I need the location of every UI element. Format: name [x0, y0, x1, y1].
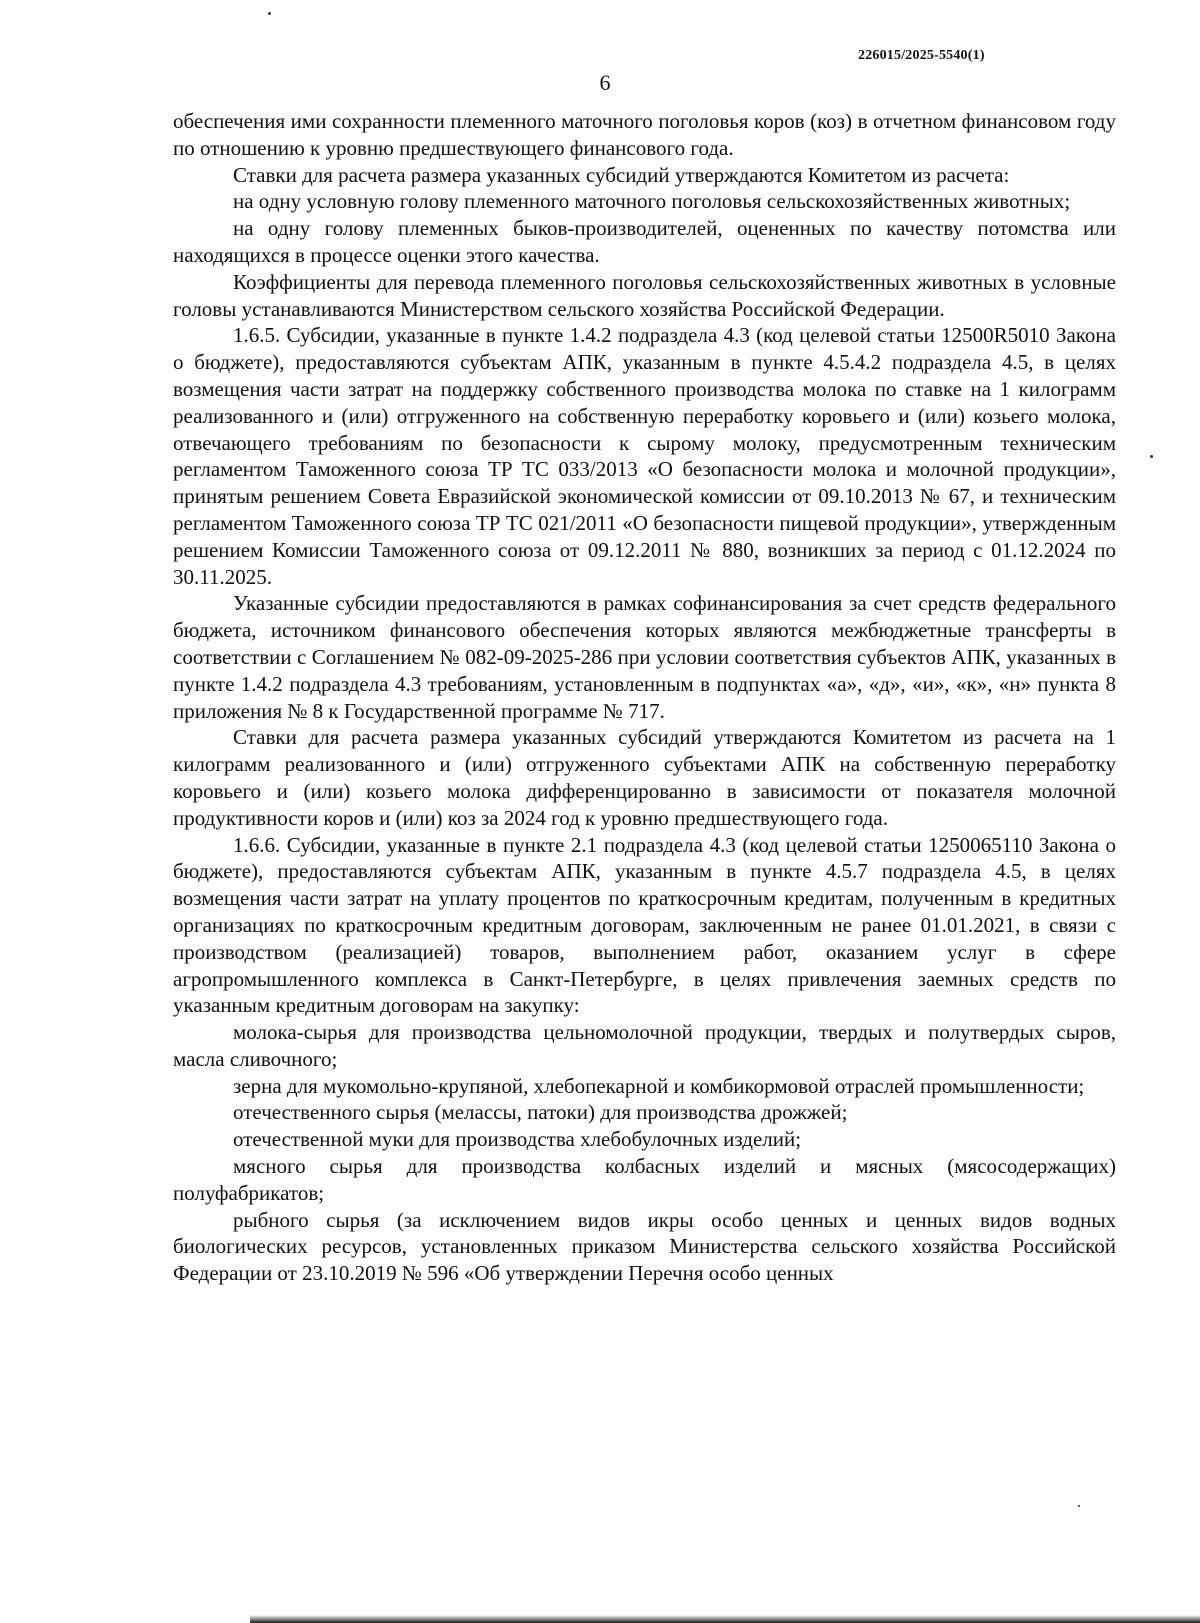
list-item: зерна для мукомольно-крупяной, хлебопекарной и комбикормовой отраслей промышленности;: [233, 1073, 1085, 1098]
paragraph: обеспечения ими сохранности племенного маточного поголовья коров (коз) в отчетном финансовом году по отношению к уровню предшествующего финансового года.: [173, 109, 1116, 160]
paragraph: Ставки для расчета размера указанных субсидий утверждаются Комитетом из расчета на 1 килограмм реализованного и (или) отгруженного субъектами АПК на собственную переработку коровьего и (или) козьего молока дифференцированно в зависимости от показателя молочной продуктивности коров и (или) коз за 2024 год к уровню предшествующего года.: [173, 725, 1116, 830]
paragraph-section-1-6-6: 1.6.6. Субсидии, указанные в пункте 2.1 подраздела 4.3 (код целевой статьи 1250065110 Закона о бюджете), предоставляются субъектам АПК, указанным в пункте 4.5.7 подраздела 4.5, в целях возмещения части затрат на уплату процентов по краткосрочным кредитам, полученным в кредитных организациях по краткосрочным кредитным договорам, заключенным не ранее 01.01.2021, в связи с производством (реализацией) товаров, выполнением работ, оказанием услуг в сфере агропромышленного комплекса в Санкт-Петербурге, в целях привлечения заемных средств по указанным кредитным договорам на закупку:: [173, 832, 1116, 1018]
paragraph: Ставки для расчета размера указанных субсидий утверждаются Комитетом из расчета:: [233, 162, 1010, 187]
list-item: рыбного сырья (за исключением видов икры особо ценных и ценных видов водных биологических ресурсов, установленных приказом Министерства сельского хозяйства Российской Федерации от 23.10.2019 № 596 «Об утверждении Перечня особо ценных: [173, 1207, 1116, 1286]
list-item: молока-сырья для производства цельномолочной продукции, твердых и полутвердых сыров, масла сливочного;: [173, 1020, 1116, 1071]
scan-speck: [268, 12, 271, 15]
paragraph: Указанные субсидии предоставляются в рамках софинансирования за счет средств федерального бюджета, источником финансового обеспечения которых являются межбюджетные трансферты в соответствии с Соглашением № 082-09-2025-286 при условии соответствия субъектов АПК, указанных в пункте 1.4.2 подраздела 4.3 требованиям, установленным в подпунктах «а», «д», «и», «к», «н» пункта 8 приложения № 8 к Государственной программе № 717.: [173, 591, 1116, 723]
scan-speck: [1150, 455, 1153, 458]
paragraph: на одну голову племенных быков-производителей, оцененных по качеству потомства или находящихся в процессе оценки этого качества.: [173, 216, 1116, 267]
paragraph: на одну условную голову племенного маточного поголовья сельскохозяйственных животных;: [233, 189, 1071, 214]
scan-bottom-edge: [250, 1615, 1200, 1623]
list-item: отечественной муки для производства хлебобулочных изделий;: [233, 1127, 802, 1152]
document-body: [173, 108, 1116, 1287]
document-registration-number: 226015/2025-5540(1): [858, 48, 985, 63]
list-item: мясного сырья для производства колбасных изделий и мясных (мясосодержащих) полуфабрикатов;: [173, 1154, 1116, 1205]
list-item: отечественного сырья (мелассы, патоки) для производства дрожжей;: [233, 1100, 848, 1125]
paragraph: Коэффициенты для перевода племенного поголовья сельскохозяйственных животных в условные головы устанавливаются Министерством сельского хозяйства Российской Федерации.: [173, 269, 1116, 321]
scan-speck: [1078, 1505, 1080, 1507]
page-number: 6: [599, 70, 611, 95]
paragraph-section-1-6-5: 1.6.5. Субсидии, указанные в пункте 1.4.2 подраздела 4.3 (код целевой статьи 12500R5010 Закона о бюджете), предоставляются субъектам АПК, указанным в пункте 4.5.4.2 подраздела 4.5, в целях возмещения части затрат на поддержку собственного производства молока по ставке на 1 килограмм реализованного и (или) отгруженного на собственную переработку коровьего и (или) козьего молока, отвечающего требованиям по безопасности к сырому молоку, предусмотренным техническим регламентом Таможенного союза ТР ТС 033/2013 «О безопасности молока и молочной продукции», принятым решением Совета Евразийской экономической комиссии от 09.10.2013 № 67, и техническим регламентом Таможенного союза ТР ТС 021/2011 «О безопасности пищевой продукции», утвержденным решением Комиссии Таможенного союза от 09.12.2011 № 880, возникших за период с 01.12.2024 по 30.11.2025.: [173, 323, 1116, 589]
